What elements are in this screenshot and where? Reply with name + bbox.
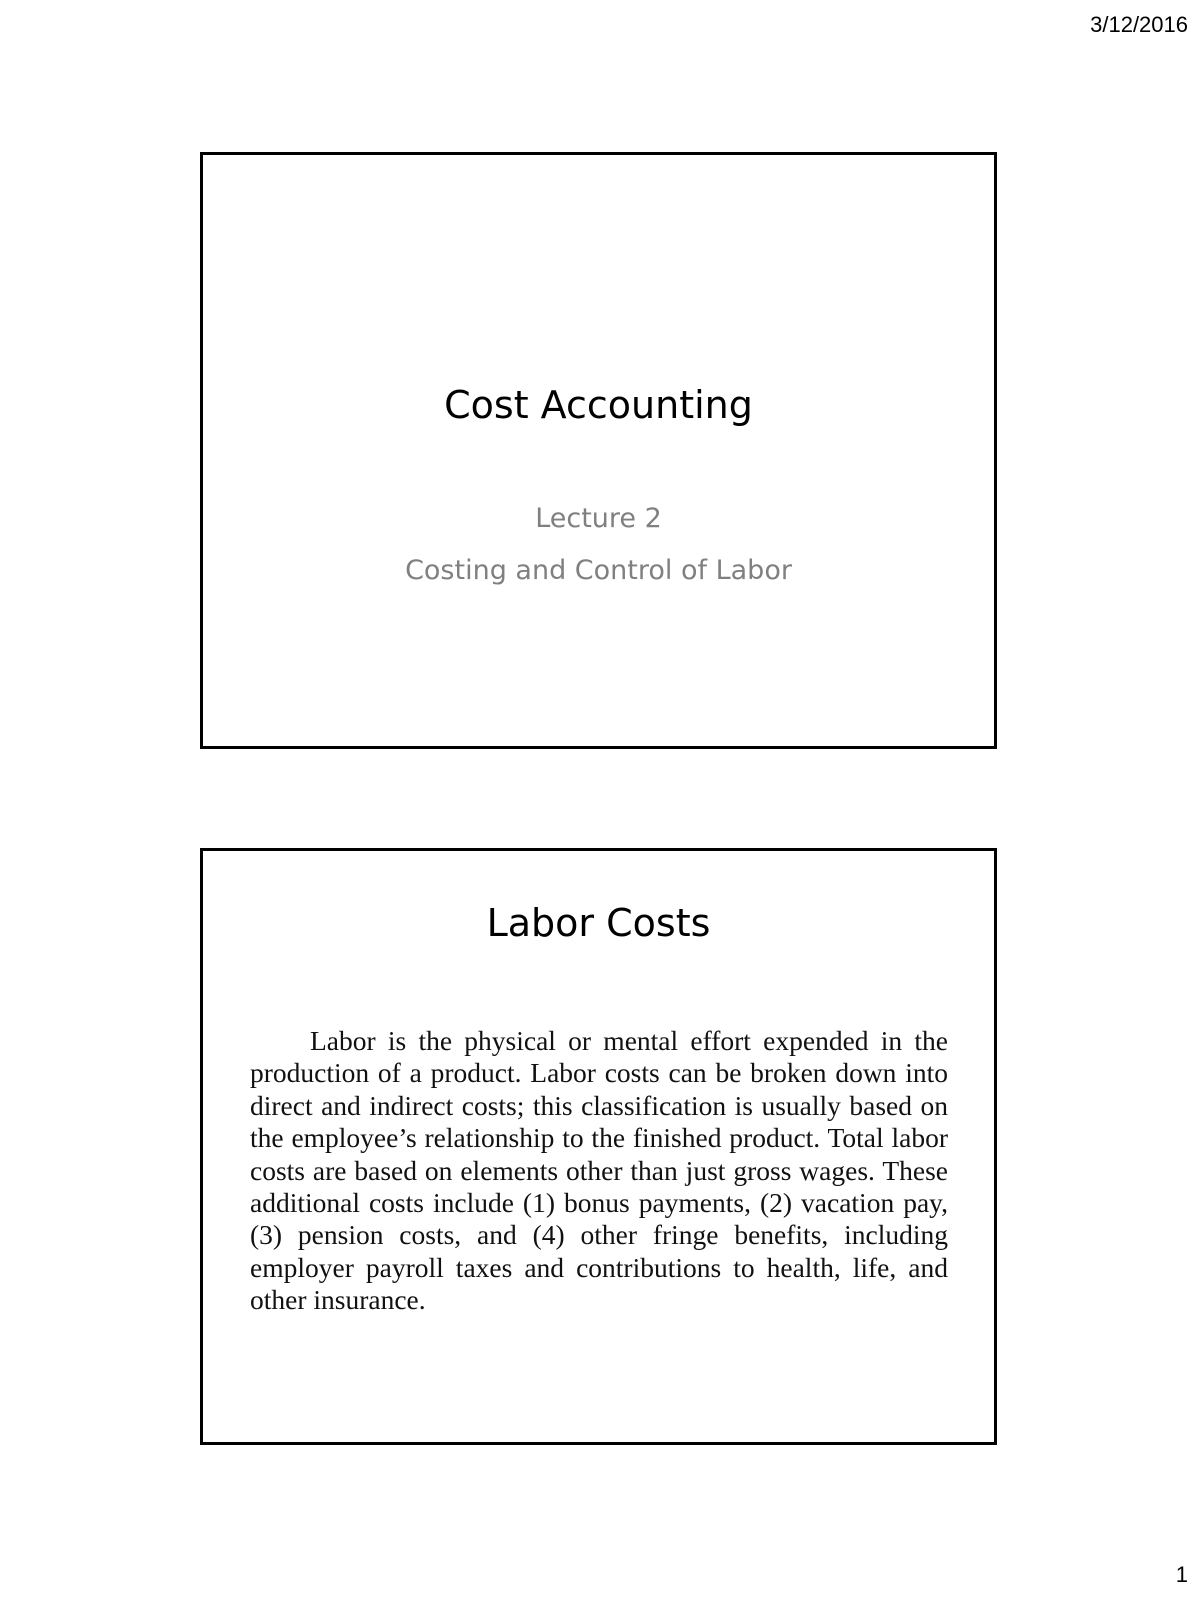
slide-2-body-paragraph: Labor is the physical or mental effort expended in the production of a product. Labor costs can be broken down into direct and indirect costs; this classification is usually based on the employee’s relationship to the finished product. Total labor costs are based on elements other than just gross wages. These additional costs include (1) bonus payments, (2) vacation pay, (3) pension costs, and (4) other fringe benefits, including employer payroll taxes and contributions to health, life, and other insurance. [250,1025,948,1316]
slide-2-title: Labor Costs [486,901,711,945]
slide-1-subtitle-topic: Costing and Control of Labor [405,555,792,586]
slide-labor-costs [200,848,997,1445]
print-date: 3/12/2016 [1090,12,1188,37]
slide-1-subtitle-lecture: Lecture 2 [535,503,662,534]
page-number: 1 [1175,1562,1188,1587]
slide-title [200,152,997,749]
slide-1-title: Cost Accounting [444,383,753,427]
